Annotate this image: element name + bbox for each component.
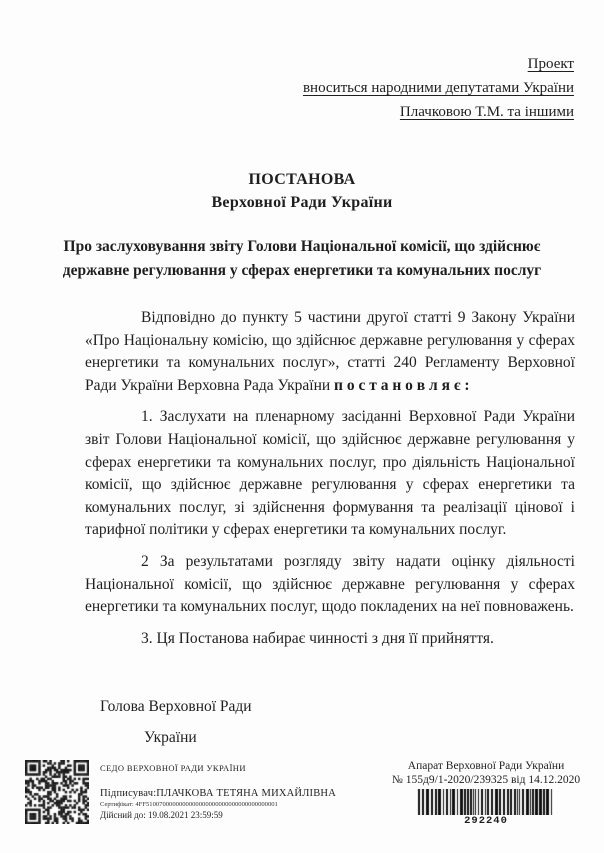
signature-title-2: України [144,729,197,747]
item-3: 3. Ця Постанова набирає чинності з дня її прийняття. [141,629,494,647]
project-header [0,0,604,124]
submitted-by-line: вноситься народними депутатами України [302,80,574,96]
apparatus-org: Апарат Верховної Ради України [407,760,565,772]
issuing-body: Верховної Ради України [211,194,393,211]
resolves-text: п о с т а н о в л я є : [334,376,470,394]
qr-code [25,760,89,824]
signer-name: Підписувач:ПЛАЧКОВА ТЕТЯНА МИХАЙЛІВНА [100,788,336,799]
certificate-number: Сертифікат: 4FF5100700000000000000000000000000000000001 [100,801,278,808]
document-heading [0,168,604,214]
sedo-org: СЕДО ВЕРХОВНОЇ РАДИ УКРАЇНИ [100,763,246,773]
item-2: 2 За результатами розгляду звіту надати оцінку діяльності Національної комісії, що здійснює державне регулювання у сферах енергетики та комунальних послуг, щодо покладених на неї повноважень. [85,552,575,616]
document-type: ПОСТАНОВА [248,171,356,188]
document-footer [0,755,604,845]
signature-block [100,696,604,749]
document-subject: Про заслуховування звіту Голови Національної комісії, що здійснює державне регулювання у сферах енергетики та комунальних послуг [62,238,542,279]
registration-block [385,760,587,827]
document-body [85,307,575,650]
registration-number: № 155д9/1-2020/239325 від 14.12.2020 [391,774,581,786]
item-1: 1. Заслухати на пленарному засіданні Верховної Ради України звіт Голови Національної комісії, що здійснює державне регулювання у сферах енергетики та комунальних послуг, про діяльність Національної комісії, що здійснює державне регулювання у сферах енергетики та комунальних послуг, зі здійснення формування та реалізації цінової і тарифної політики у сферах енергетики та комунальних послуг. [85,408,575,539]
intro-paragraph [85,307,575,397]
esign-stamp [100,763,370,820]
deputies-line: Плачковою Т.М. та іншими [399,104,574,120]
barcode [416,789,556,815]
valid-until: Дійсний до: 19.08.2021 23:59:59 [100,810,223,820]
project-label: Проект [527,56,574,72]
barcode-value: 292240 [464,815,508,827]
intro-text: Відповідно до пункту 5 частини другої статті 9 Закону України «Про Національну комісію, що здійснює державне регулювання у сферах енергетики та комунальних послуг», статті 240 Регламенту Верховної Ради України Верховна Рада України [85,309,575,394]
signature-title: Голова Верховної Ради [100,698,252,716]
